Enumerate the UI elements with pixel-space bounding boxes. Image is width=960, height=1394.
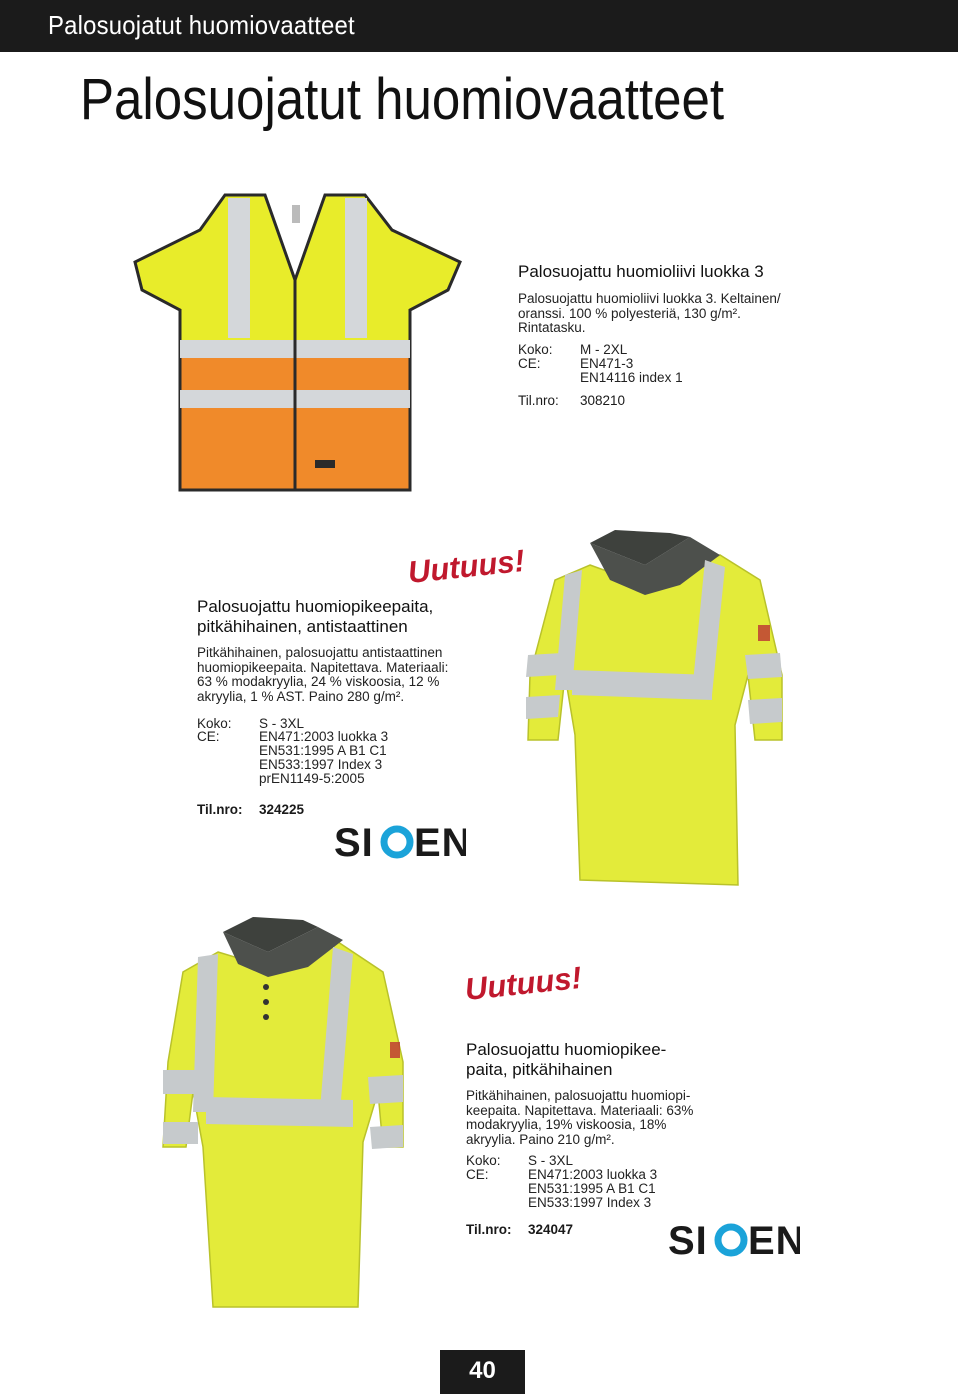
til-label: Til.nro: (466, 1222, 512, 1237)
ce-value: EN471:2003 luokka 3 (528, 1167, 658, 1182)
vest-image (130, 190, 465, 495)
koko-label: Koko: (197, 716, 232, 731)
title-line: Palosuojattu huomiopikeepaita, (197, 597, 434, 616)
header-title: Palosuojatut huomiovaatteet (48, 10, 355, 40)
page-number: 40 (440, 1350, 525, 1394)
til-value: 324047 (528, 1222, 574, 1237)
description-line: Pitkähihainen, palosuojattu huomiopi- (466, 1088, 691, 1103)
product-1-til (518, 393, 626, 408)
ce-value: EN531:1995 A B1 C1 (528, 1181, 656, 1196)
koko-value: S - 3XL (528, 1153, 574, 1168)
product-2-title (197, 597, 433, 637)
product-1-description (518, 292, 818, 336)
svg-text:EN: EN (748, 1219, 800, 1260)
polo-shirt-image-2 (158, 912, 420, 1312)
polo-shirt-image-1 (520, 525, 790, 890)
product-1-koko (518, 342, 628, 357)
description-line: Pitkähihainen, palosuojattu antistaattinen (197, 645, 443, 660)
description-line: keepaita. Napitettava. Materiaali: 63% (466, 1102, 694, 1118)
product-1-title: Palosuojattu huomioliivi luokka 3 (518, 262, 764, 281)
product-3-description (466, 1089, 726, 1147)
sioen-logo-mark (668, 1216, 800, 1260)
til-label: Til.nro: (197, 802, 243, 817)
product-1-ce (518, 356, 683, 385)
title-line: pitkähihainen, antistaattinen (197, 617, 408, 636)
sioen-logo (668, 1216, 800, 1270)
product-2-ce (197, 729, 389, 786)
description-line: akryylia. Paino 210 g/m². (466, 1131, 615, 1147)
title-line: Palosuojattu huomiopikee- (466, 1040, 667, 1059)
description-line: Palosuojattu huomioliivi luokka 3. Keltainen/ (518, 291, 781, 306)
product-3-title (466, 1040, 666, 1080)
til-value: 308210 (580, 393, 626, 408)
description-line: modakryylia, 19% viskoosia, 18% (466, 1117, 667, 1132)
product-2-til (197, 802, 305, 817)
koko-label: Koko: (518, 342, 553, 357)
ce-label: CE: (197, 729, 220, 744)
description-line: 63 % modakryylia, 24 % viskoosia, 12 % (197, 674, 440, 689)
sioen-logo-mark (334, 818, 466, 862)
ce-label: CE: (466, 1167, 489, 1182)
sioen-logo (334, 818, 466, 872)
title-line: paita, pitkähihainen (466, 1060, 613, 1079)
description-line: oranssi. 100 % polyesteriä, 130 g/m². (518, 305, 741, 321)
product-3-til (466, 1222, 574, 1237)
ce-value: prEN1149-5:2005 (259, 771, 365, 786)
uutuus-badge: Uutuus! (406, 542, 527, 591)
ce-value: EN471-3 (580, 356, 634, 371)
til-label: Til.nro: (518, 393, 559, 408)
uutuus-badge: Uutuus! (463, 959, 584, 1008)
header-bar (0, 0, 960, 52)
koko-value: S - 3XL (259, 716, 305, 731)
description-line: huomiopikeepaita. Napitettava. Materiaali: (197, 659, 449, 675)
ce-value: EN14116 index 1 (580, 370, 683, 385)
product-2-description (197, 646, 497, 704)
product-3-koko (466, 1153, 574, 1168)
description-line: akryylia, 1 % AST. Paino 280 g/m². (197, 688, 405, 704)
ce-label: CE: (518, 356, 541, 371)
page-title: Palosuojatut huomiovaatteet (80, 67, 725, 132)
koko-value: M - 2XL (580, 342, 628, 357)
ce-value: EN533:1997 Index 3 (528, 1195, 652, 1210)
product-3-ce (466, 1167, 658, 1210)
koko-label: Koko: (466, 1153, 501, 1168)
description-line: Rintatasku. (518, 320, 586, 335)
ce-value: EN471:2003 luokka 3 (259, 729, 389, 744)
ce-value: EN533:1997 Index 3 (259, 757, 383, 772)
svg-text:EN: EN (414, 821, 466, 862)
svg-text:SI: SI (668, 1219, 708, 1260)
ce-value: EN531:1995 A B1 C1 (259, 743, 387, 758)
svg-text:SI: SI (334, 821, 374, 862)
til-value: 324225 (259, 802, 305, 817)
